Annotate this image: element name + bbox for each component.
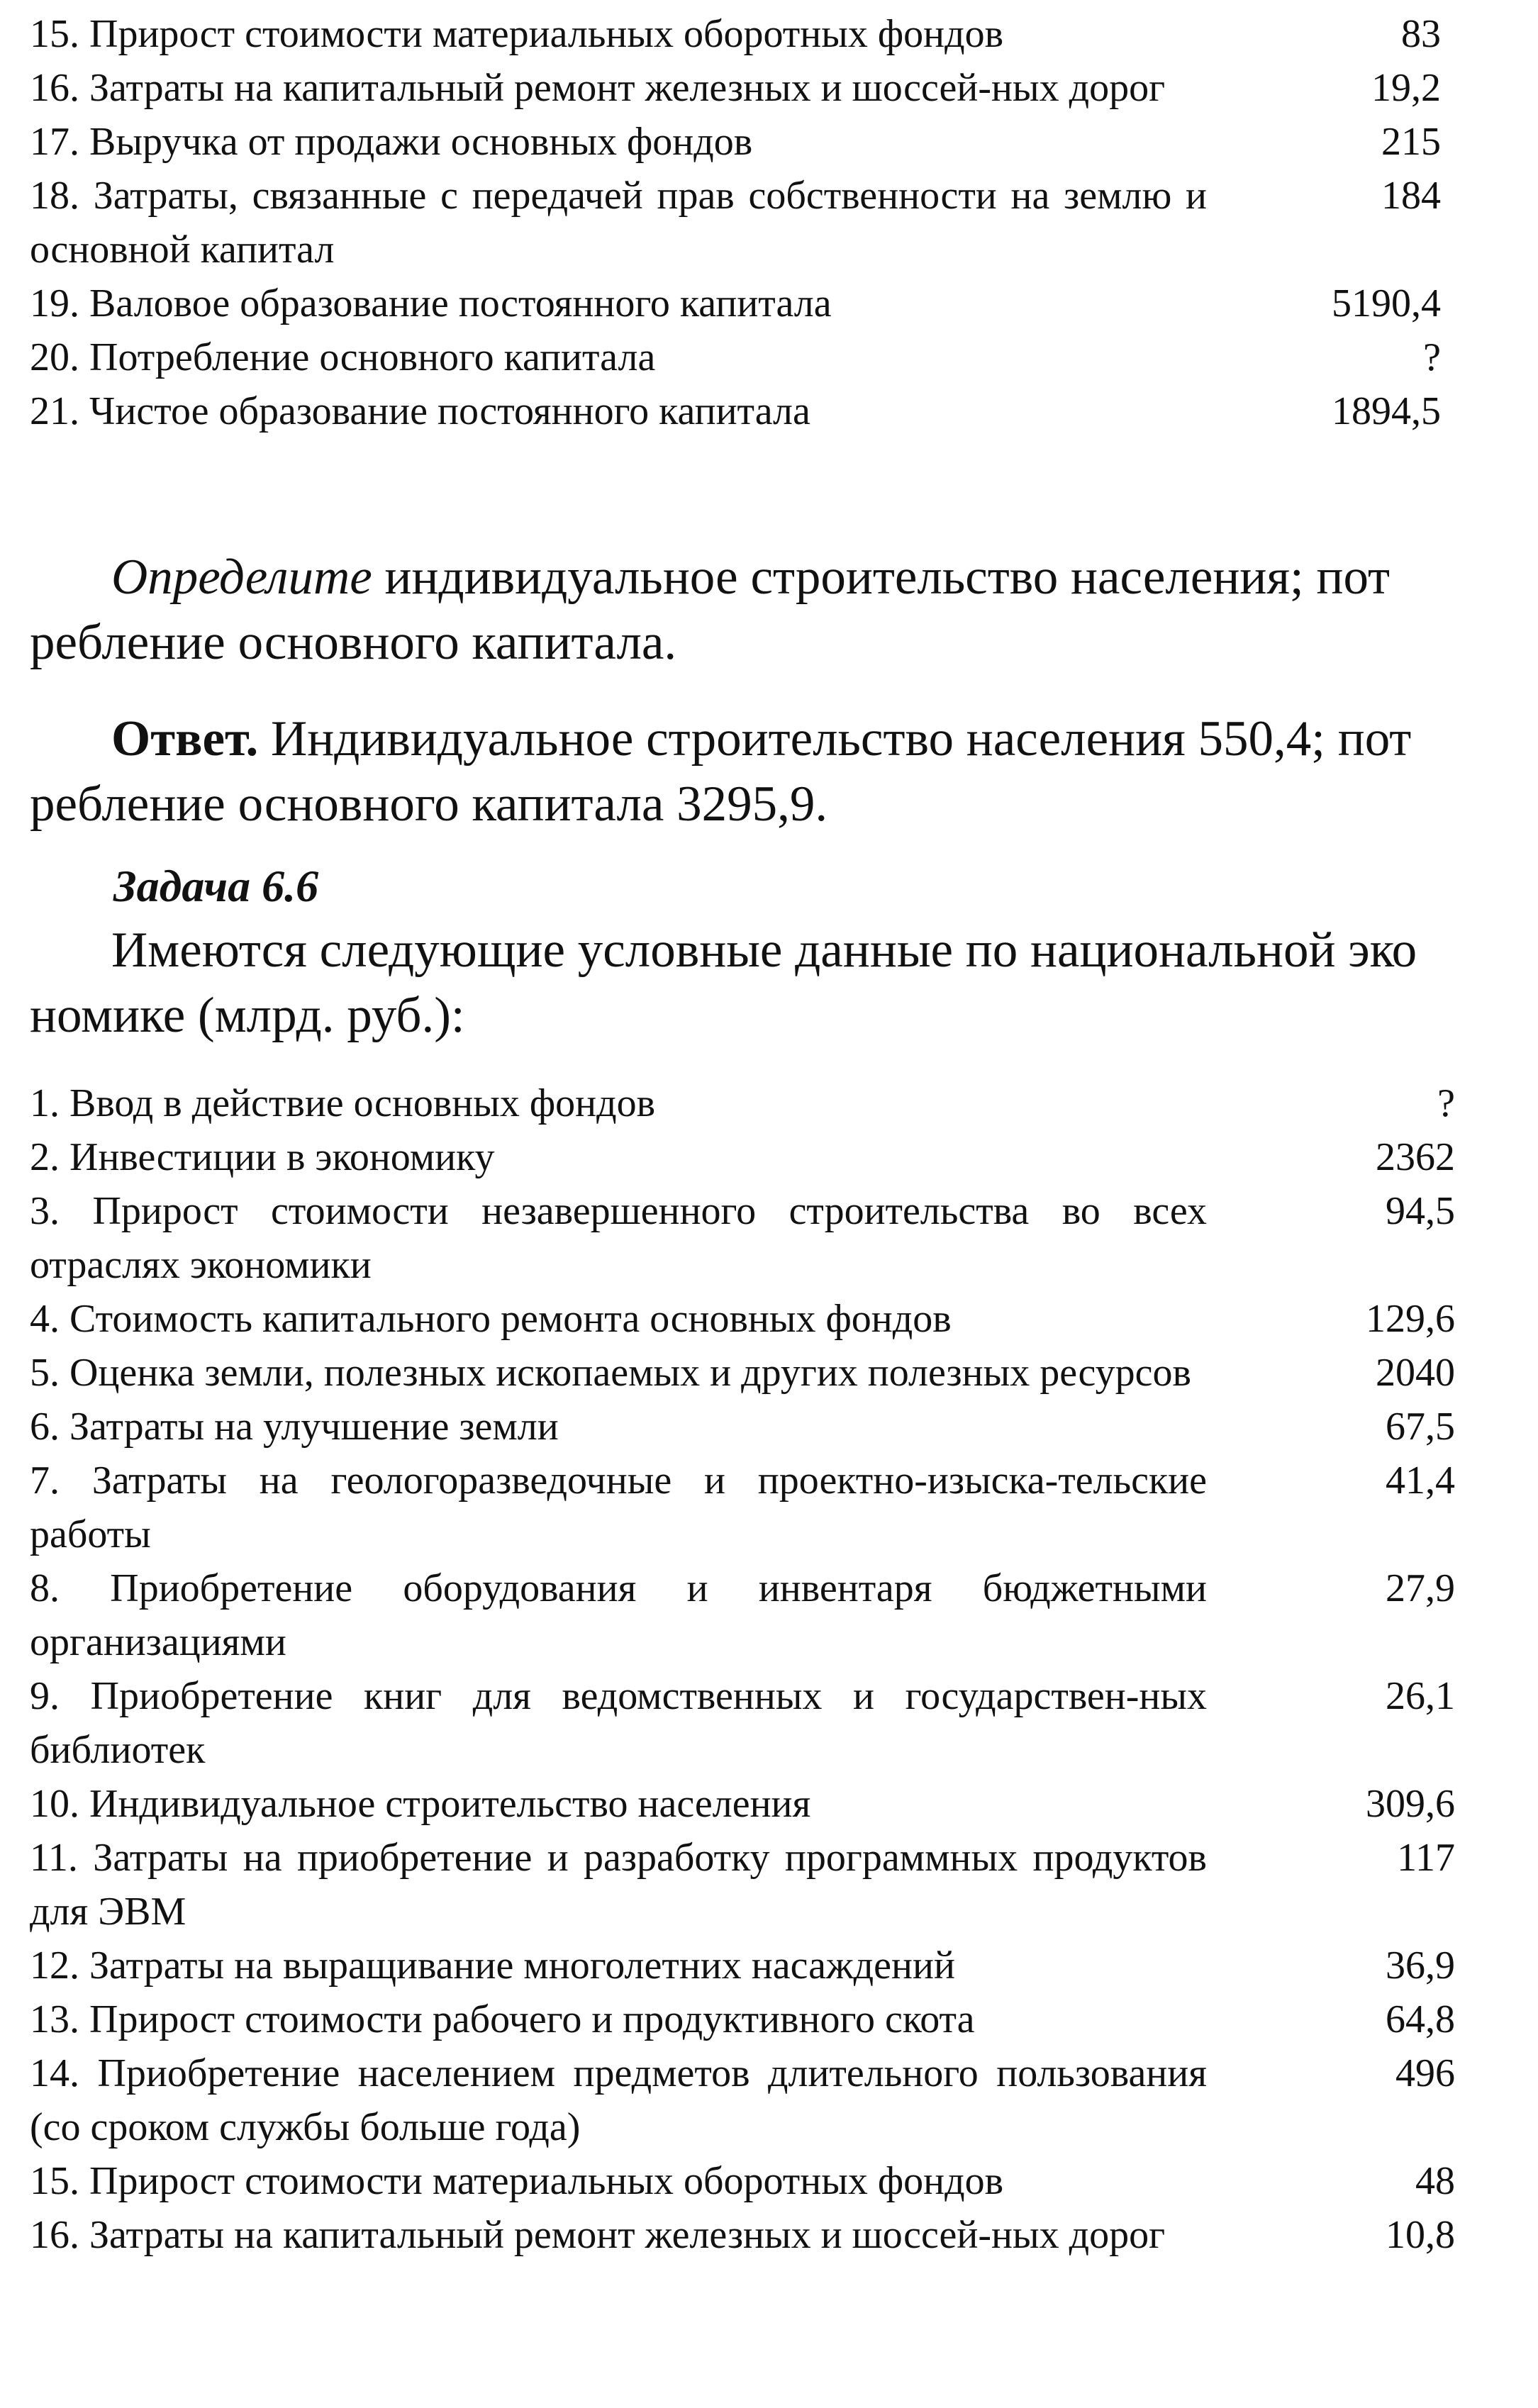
list-item — [30, 1454, 1455, 1561]
task-heading: Задача 6.6 — [113, 861, 319, 911]
item-label: 7. Затраты на геологоразведочные и проектно-изыска-тельские работы — [30, 1459, 1207, 1556]
task-prompt-line2: ребление основного капитала. — [30, 615, 677, 670]
item-value: 83 — [1401, 12, 1441, 56]
item-value: 19,2 — [1371, 66, 1441, 110]
answer-line2: ребление основного капитала 3295,9. — [30, 776, 828, 832]
item-value: 2040 — [1376, 1351, 1455, 1395]
item-value: 129,6 — [1366, 1297, 1455, 1341]
list-item — [30, 1831, 1455, 1939]
item-label: 12. Затраты на выращивание многолетних насаждений — [30, 1944, 955, 1988]
list-item — [30, 384, 1455, 438]
item-value: 48 — [1415, 2159, 1455, 2203]
answer-paragraph — [30, 706, 1538, 837]
item-label: 1. Ввод в действие основных фондов — [30, 1081, 656, 1125]
list-item — [30, 2208, 1455, 2262]
document-page — [30, 0, 1538, 2408]
item-label: 16. Затраты на капитальный ремонт железных и шоссей-ных дорог — [30, 2213, 1166, 2257]
item-value: 94,5 — [1386, 1189, 1455, 1233]
task-intro — [30, 918, 1538, 1048]
item-label: 21. Чистое образование постоянного капитала — [30, 389, 810, 433]
list-item — [30, 169, 1455, 277]
list-item — [30, 1992, 1455, 2046]
answer-lead: Ответ. — [111, 711, 259, 767]
answer-line1: Индивидуальное строительство населения 550,4; пот — [258, 711, 1412, 767]
item-label: 20. Потребление основного капитала — [30, 335, 656, 379]
item-value: 26,1 — [1386, 1674, 1455, 1718]
item-label: 15. Прирост стоимости материальных оборотных фондов — [30, 2159, 1004, 2203]
data-list-task-6-6 — [30, 1076, 1455, 2262]
item-value: 2362 — [1376, 1135, 1455, 1179]
list-item — [30, 1777, 1455, 1831]
item-value: 27,9 — [1386, 1566, 1455, 1610]
item-value: 64,8 — [1386, 1997, 1455, 2041]
item-value: 36,9 — [1386, 1944, 1455, 1988]
task-prompt-lead: Определите — [111, 550, 372, 605]
item-value: 10,8 — [1386, 2213, 1455, 2257]
item-value: 5190,4 — [1332, 282, 1441, 325]
item-label: 11. Затраты на приобретение и разработку программных продуктов для ЭВМ — [30, 1836, 1207, 1934]
list-item — [30, 7, 1455, 61]
task-intro-line2: номике (млрд. руб.): — [30, 988, 465, 1043]
item-value: ? — [1423, 335, 1441, 379]
item-label: 17. Выручка от продажи основных фондов — [30, 120, 753, 164]
item-label: 13. Прирост стоимости рабочего и продуктивного скота — [30, 1997, 975, 2041]
item-label: 19. Валовое образование постоянного капитала — [30, 282, 832, 325]
item-label: 10. Индивидуальное строительство населения — [30, 1782, 811, 1826]
item-label: 6. Затраты на улучшение земли — [30, 1405, 559, 1449]
list-item — [30, 1184, 1455, 1292]
data-list-previous — [30, 7, 1455, 438]
list-item — [30, 330, 1455, 384]
item-value: 117 — [1397, 1836, 1455, 1880]
item-label: 16. Затраты на капитальный ремонт железных и шоссей-ных дорог — [30, 66, 1166, 110]
item-label: 15. Прирост стоимости материальных оборотных фондов — [30, 12, 1004, 56]
item-label: 4. Стоимость капитального ремонта основных фондов — [30, 1297, 952, 1341]
list-item — [30, 277, 1455, 330]
list-item — [30, 1292, 1455, 1346]
item-value: 184 — [1381, 174, 1441, 218]
list-item — [30, 1669, 1455, 1777]
task-prompt — [30, 545, 1538, 675]
item-value: 309,6 — [1366, 1782, 1455, 1826]
list-item — [30, 1561, 1455, 1669]
item-value: 1894,5 — [1332, 389, 1441, 433]
item-label: 18. Затраты, связанные с передачей прав собственности на землю и основной капитал — [30, 174, 1207, 272]
list-item — [30, 1076, 1455, 1130]
list-item — [30, 2154, 1455, 2208]
item-label: 5. Оценка земли, полезных ископаемых и других полезных ресурсов — [30, 1351, 1191, 1395]
item-label: 3. Прирост стоимости незавершенного строительства во всех отраслях экономики — [30, 1189, 1207, 1287]
list-item — [30, 61, 1455, 115]
item-value: 215 — [1381, 120, 1441, 164]
item-label: 8. Приобретение оборудования и инвентаря бюджетными организациями — [30, 1566, 1207, 1664]
task-prompt-line1: индивидуальное строительство населения; пот — [372, 550, 1391, 605]
item-label: 9. Приобретение книг для ведомственных и государствен-ных библиотек — [30, 1674, 1207, 1772]
list-item — [30, 1346, 1455, 1400]
item-label: 14. Приобретение населением предметов длительного пользования (со сроком службы больше года) — [30, 2051, 1207, 2149]
list-item — [30, 1130, 1455, 1184]
list-item — [30, 115, 1455, 169]
item-label: 2. Инвестиции в экономику — [30, 1135, 495, 1179]
list-item — [30, 1939, 1455, 1992]
task-intro-line1: Имеются следующие условные данные по национальной эко — [111, 922, 1417, 978]
item-value: 67,5 — [1386, 1405, 1455, 1449]
item-value: ? — [1437, 1081, 1455, 1125]
item-value: 496 — [1395, 2051, 1455, 2095]
list-item — [30, 2046, 1455, 2154]
list-item — [30, 1400, 1455, 1454]
item-value: 41,4 — [1386, 1459, 1455, 1503]
